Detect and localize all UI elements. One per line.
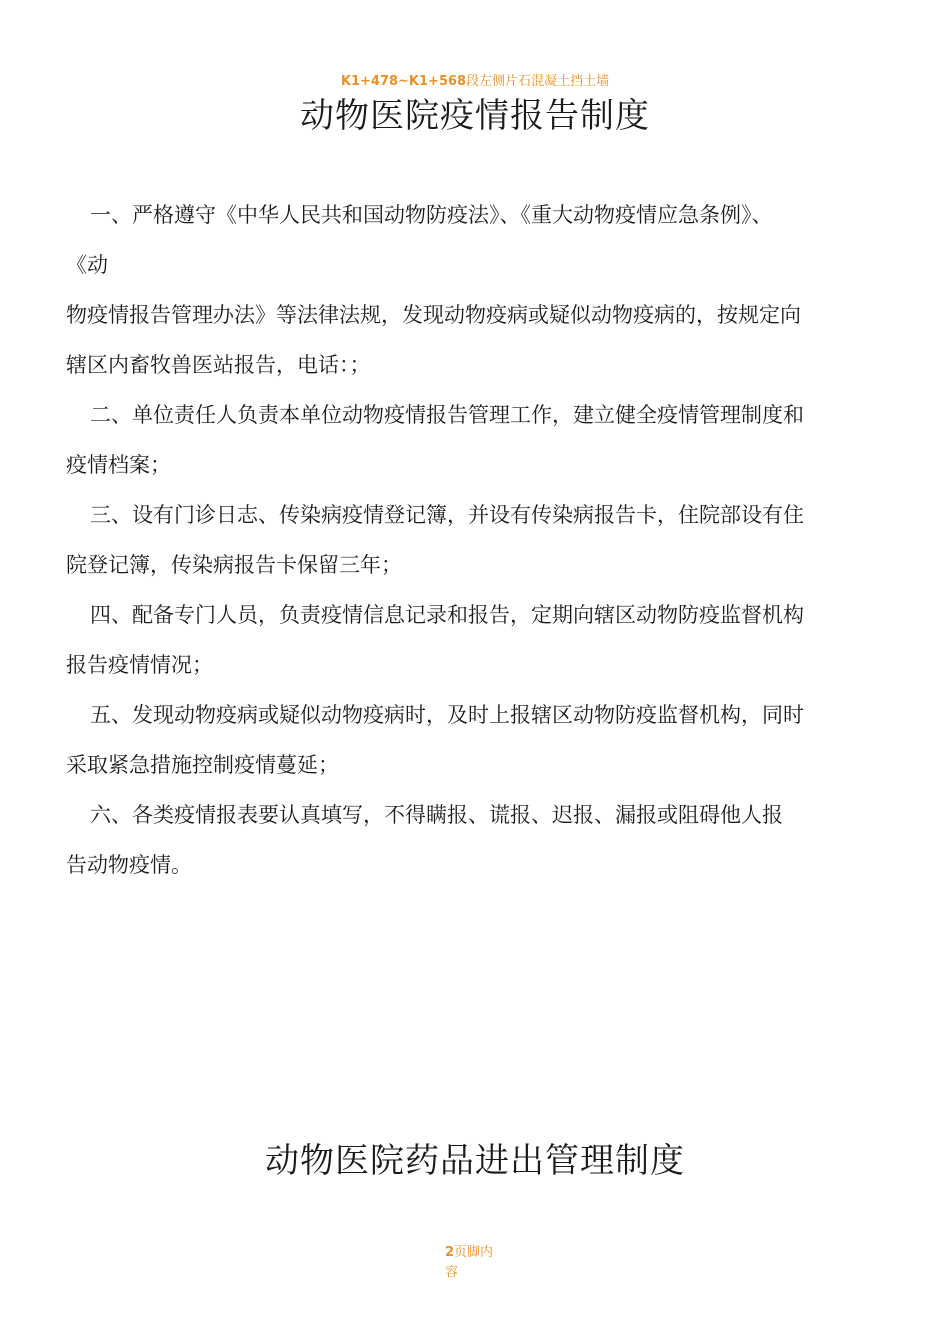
document-body xyxy=(66,190,896,890)
paragraph-line: 辖区内畜牧兽医站报告，电话：； xyxy=(66,353,371,377)
paragraph-line: 告动物疫情。 xyxy=(66,853,192,877)
paragraph-line: 院登记簿，传染病报告卡保留三年； xyxy=(66,553,402,577)
paragraph-line: 五、发现动物疫病或疑似动物疫病时，及时上报辖区动物防疫监督机构，同时 xyxy=(90,703,804,727)
header-text: 段左侧片石混凝土挡土墙 xyxy=(466,74,610,89)
page-footer xyxy=(445,1243,515,1283)
paragraph-line: 《动 xyxy=(66,253,108,277)
footer-page-number: 2 xyxy=(445,1245,455,1260)
document-title-1: 动物医院疫情报告制度 xyxy=(300,96,650,136)
paragraph-line: 疫情档案； xyxy=(66,453,171,477)
paragraph-line: 三、设有门诊日志、传染病疫情登记簿，并设有传染病报告卡，住院部设有住 xyxy=(90,503,804,527)
footer-text-1: 页脚内 xyxy=(454,1245,494,1260)
page-header xyxy=(0,70,950,89)
paragraph-line: 一、严格遵守《中华人民共和国动物防疫法》、《重大动物疫情应急条例》、 xyxy=(90,203,773,227)
paragraph-line: 采取紧急措施控制疫情蔓延； xyxy=(66,753,339,777)
paragraph-line: 四、配备专门人员，负责疫情信息记录和报告，定期向辖区动物防疫监督机构 xyxy=(90,603,804,627)
paragraph-line: 六、各类疫情报表要认真填写，不得瞒报、谎报、迟报、漏报或阻碍他人报 xyxy=(90,803,783,827)
header-code: K1+478~K1+568 xyxy=(340,74,467,89)
footer-text-2: 容 xyxy=(445,1265,459,1280)
paragraph-line: 报告疫情情况； xyxy=(66,653,213,677)
document-title-2: 动物医院药品进出管理制度 xyxy=(265,1141,685,1181)
paragraph-line: 二、单位责任人负责本单位动物疫情报告管理工作，建立健全疫情管理制度和 xyxy=(90,403,804,427)
paragraph-line: 物疫情报告管理办法》等法律法规，发现动物疫病或疑似动物疫病的，按规定向 xyxy=(66,303,801,327)
